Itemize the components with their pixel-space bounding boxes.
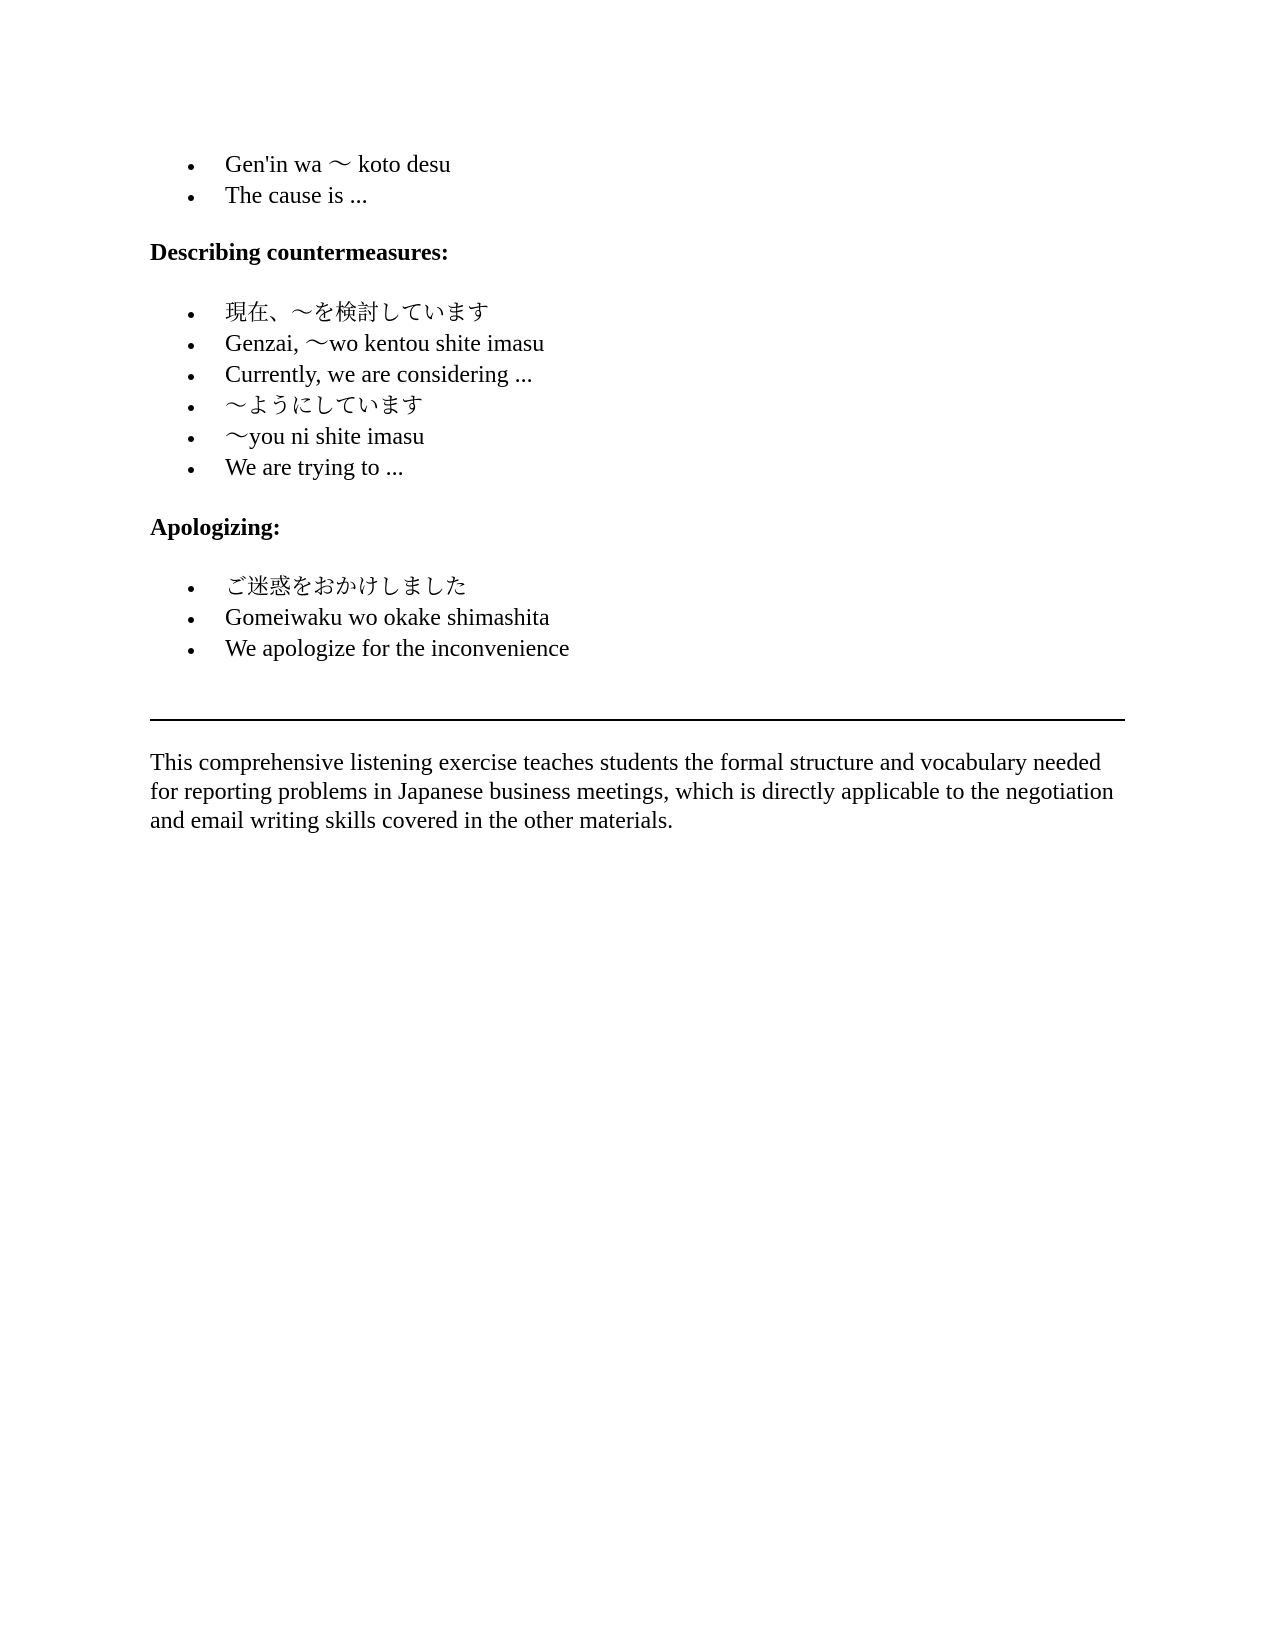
list-item: 現在、〜を検討しています [150, 298, 544, 329]
list-item: 〜ようにしています [150, 391, 544, 422]
summary-paragraph: This comprehensive listening exercise teaches students the formal structure and vocabulary needed for reporting problems in Japanese business meetings, which is directly applicable to the negotiation and email writing skills covered in the other materials. [150, 750, 1114, 834]
list-item: We are trying to ... [150, 453, 544, 484]
list-item: Currently, we are considering ... [150, 360, 544, 391]
section-heading-apologizing: Apologizing: [150, 515, 281, 541]
list-item: ご迷惑をおかけしました [150, 572, 570, 603]
list-item: Gen'in wa 〜 koto desu [150, 150, 451, 181]
apologizing-phrase-list [150, 572, 570, 665]
section-heading-countermeasures: Describing countermeasures: [150, 240, 449, 266]
list-item: Genzai, 〜wo kentou shite imasu [150, 329, 544, 360]
list-item: Gomeiwaku wo okake shimashita [150, 603, 570, 634]
horizontal-rule [150, 719, 1125, 721]
list-item: We apologize for the inconvenience [150, 634, 570, 665]
list-item: 〜you ni shite imasu [150, 422, 544, 453]
cause-phrase-list [150, 150, 451, 212]
list-item: The cause is ... [150, 181, 451, 212]
countermeasures-phrase-list [150, 298, 544, 484]
